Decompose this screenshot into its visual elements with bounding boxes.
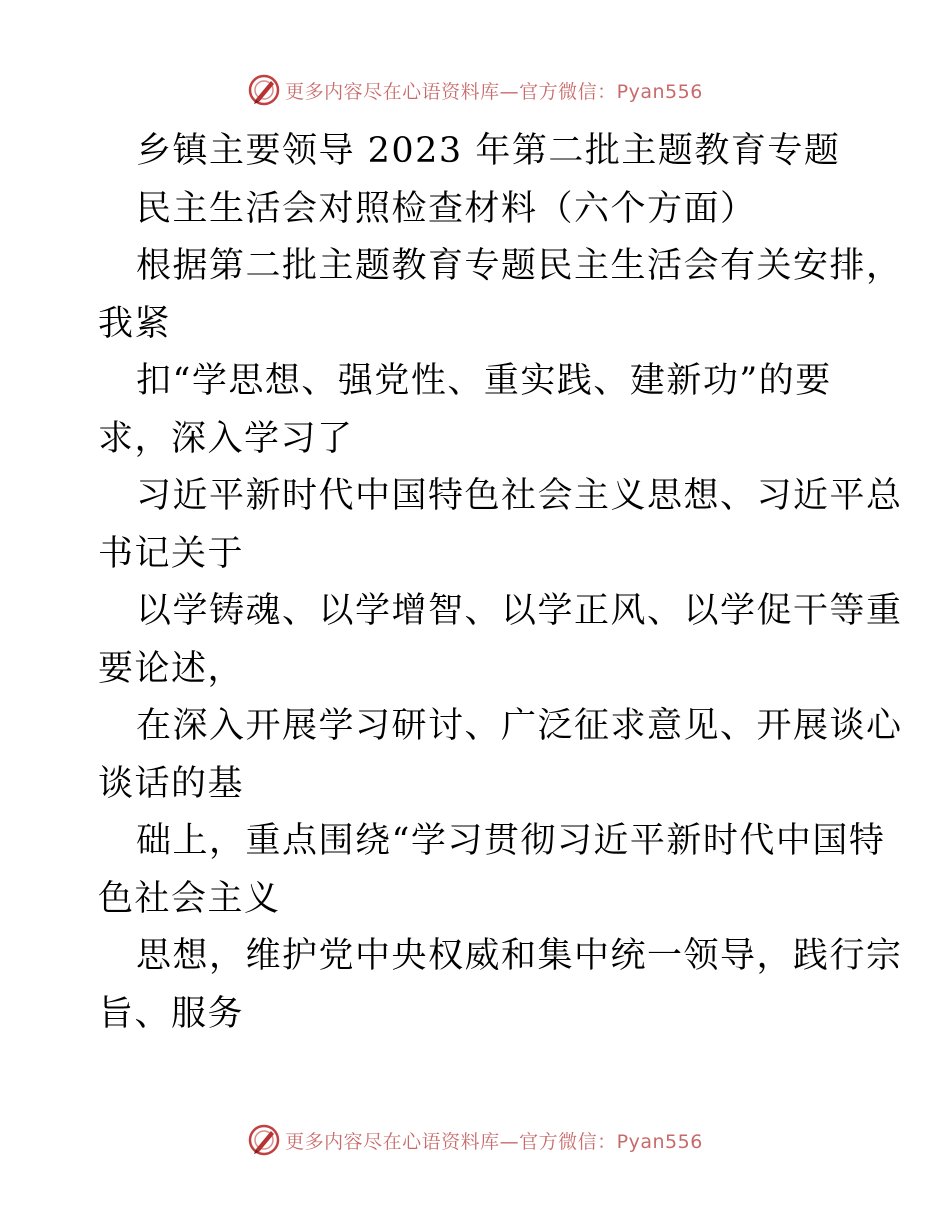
text-line: 在深入开展学习研讨、广泛征求意见、开展谈心 [136,706,903,746]
text-line: 乡镇主要领导 2023 年第二批主题教育专题 [136,131,841,171]
text-line: 民主生活会对照检查材料（六个方面） [136,188,757,229]
text-line: 谈话的基 [98,763,245,804]
text-line: 旨、服务 [98,993,245,1034]
text-line: 以学铸魂、以学增智、以学正风、以学促干等重 [136,591,903,631]
text-line: 思想，维护党中央权威和集中统一领导，践行宗 [136,936,903,976]
text-line: 求，深入学习了 [98,418,354,459]
pen-logo-icon [247,1123,281,1157]
text-line: 扣“学思想、强党性、重实践、建新功”的要 [136,361,832,401]
header-watermark [0,70,950,110]
text-line: 我紧 [98,303,172,344]
text-line: 色社会主义 [98,878,281,919]
text-line: 础上，重点围绕“学习贯彻习近平新时代中国特 [136,821,886,861]
footer-watermark [0,1120,950,1160]
text-line: 根据第二批主题教育专题民主生活会有关安排， [136,246,903,286]
watermark-text: 更多内容尽在心语资料库—官方微信：Pyan556 [285,1130,703,1153]
pen-logo-icon [247,73,281,107]
text-line: 书记关于 [98,533,245,574]
document-body [98,123,903,1043]
text-line: 习近平新时代中国特色社会主义思想、习近平总 [136,476,903,516]
watermark-text: 更多内容尽在心语资料库—官方微信：Pyan556 [285,80,703,103]
text-line: 要论述， [98,648,245,689]
